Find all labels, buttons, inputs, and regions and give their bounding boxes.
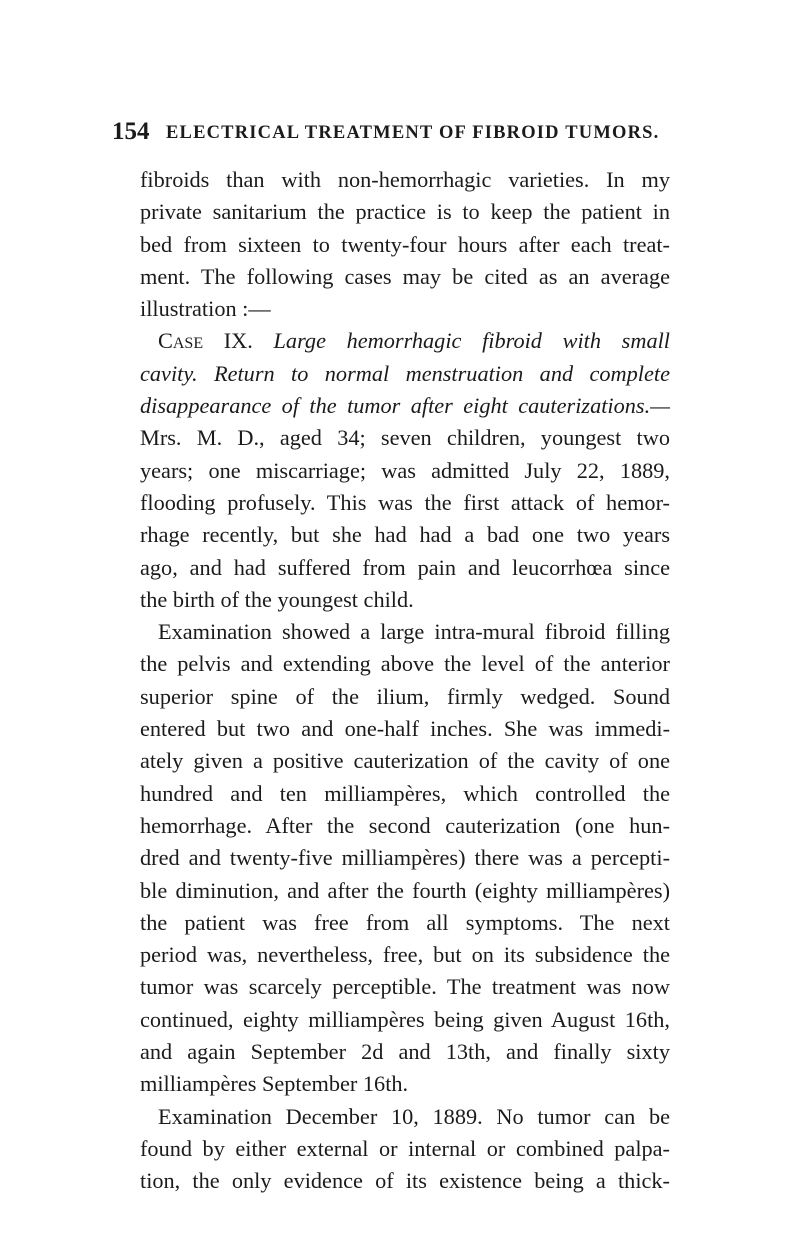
body-text bbox=[140, 164, 670, 1198]
text-line: private sanitarium the practice is to keep the patient in bbox=[140, 199, 670, 225]
text-line: illustration :— bbox=[140, 296, 271, 322]
text-line: found by either external or internal or combined palpa- bbox=[140, 1135, 670, 1161]
text-line: dred and twenty-five milliampères) there was a percepti- bbox=[140, 845, 670, 871]
text-line: entered but two and one-half inches. She was immedi- bbox=[140, 716, 670, 742]
case-label: Case IX. bbox=[158, 328, 253, 354]
page-header bbox=[112, 117, 702, 147]
text-line: ment. The following cases may be cited as an average bbox=[140, 263, 670, 289]
text-line: tion, the only evidence of its existence being a thick- bbox=[140, 1168, 670, 1194]
case-heading-line bbox=[140, 325, 670, 357]
text-line: hemorrhage. After the second cauterization (one hun- bbox=[140, 812, 670, 838]
text-line: hundred and ten milliampères, which controlled the bbox=[140, 780, 670, 806]
text-line: the pelvis and extending above the level of the anterior bbox=[140, 651, 670, 677]
text-line: and again September 2d and 13th, and finally sixty bbox=[140, 1039, 670, 1065]
text-line: the patient was free from all symptoms. The next bbox=[140, 909, 670, 935]
text-line: years; one miscarriage; was admitted July 22, 1889, bbox=[140, 457, 670, 483]
text-line: fibroids than with non-hemorrhagic varieties. In my bbox=[140, 167, 670, 192]
text-line: the birth of the youngest child. bbox=[140, 586, 414, 612]
case-title-line: disappearance of the tumor after eight cauterizations.— bbox=[140, 393, 670, 419]
text-line: tumor was scarcely perceptible. The treatment was now bbox=[140, 974, 670, 1000]
case-title: Large hemorrhagic fibroid with small bbox=[273, 328, 670, 354]
text-line: Mrs. M. D., aged 34; seven children, youngest two bbox=[140, 425, 670, 451]
text-line: continued, eighty milliampères being given August 16th, bbox=[140, 1006, 670, 1032]
page-number: 154 bbox=[112, 118, 150, 145]
text-line: ble diminution, and after the fourth (eighty milliampères) bbox=[140, 877, 670, 903]
text-line: flooding profusely. This was the first attack of hemor- bbox=[140, 489, 670, 515]
text-line: superior spine of the ilium, firmly wedged. Sound bbox=[140, 683, 670, 709]
text-line: rhage recently, but she had had a bad one two years bbox=[140, 522, 670, 548]
text-line: Examination December 10, 1889. No tumor can be bbox=[158, 1103, 670, 1129]
text-line: period was, nevertheless, free, but on its subsidence the bbox=[140, 942, 670, 968]
text-line: ago, and had suffered from pain and leucorrhœa since bbox=[140, 554, 670, 580]
text-line: bed from sixteen to twenty-four hours after each treat- bbox=[140, 231, 670, 257]
text-line: Examination showed a large intra-mural fibroid filling bbox=[158, 619, 670, 645]
text-line: milliampères September 16th. bbox=[140, 1071, 409, 1097]
case-title-line: cavity. Return to normal menstruation and complete bbox=[140, 360, 670, 386]
running-title: ELECTRICAL TREATMENT OF FIBROID TUMORS. bbox=[166, 123, 660, 143]
text-line: ately given a positive cauterization of the cavity of one bbox=[140, 748, 670, 774]
